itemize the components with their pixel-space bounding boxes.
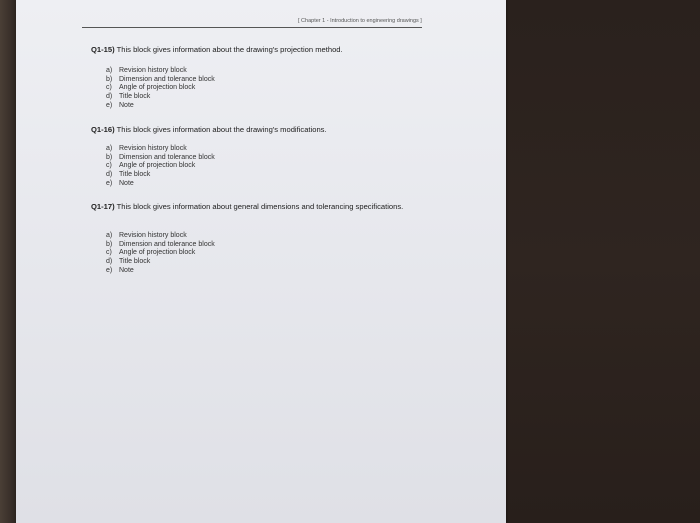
option-c: c) Angle of projection block	[106, 249, 196, 257]
options-q1-16	[106, 145, 215, 189]
desk-background	[505, 0, 700, 523]
option-e: e) Note	[106, 101, 134, 109]
question-q1-15	[91, 45, 431, 55]
option-c: c) Angle of projection block	[106, 84, 196, 92]
paper-sheet	[16, 0, 506, 523]
option-d: d) Title block	[106, 93, 151, 101]
question-q1-17	[91, 202, 431, 212]
option-d: d) Title block	[106, 258, 151, 266]
question-number: Q1-15)	[91, 45, 115, 54]
question-number: Q1-16)	[91, 125, 115, 134]
chapter-header: [ Chapter 1 - Introduction to engineering drawings ]	[298, 18, 422, 24]
option-c: c) Angle of projection block	[106, 162, 196, 170]
options-q1-17	[106, 232, 215, 276]
question-text: This block gives information about the drawing's modifications.	[116, 125, 327, 134]
option-b: b) Dimension and tolerance block	[106, 240, 215, 248]
option-e: e) Note	[106, 266, 134, 274]
question-q1-16	[91, 125, 431, 135]
option-e: e) Note	[106, 179, 134, 187]
header-rule	[82, 27, 422, 28]
options-q1-15	[106, 67, 215, 111]
option-a: a) Revision history block	[106, 145, 187, 152]
option-b: b) Dimension and tolerance block	[106, 153, 215, 161]
question-text: This block gives information about general dimensions and tolerancing specifications.	[116, 202, 404, 211]
question-number: Q1-17)	[91, 202, 115, 211]
option-a: a) Revision history block	[106, 232, 187, 239]
option-a: a) Revision history block	[106, 67, 187, 74]
option-b: b) Dimension and tolerance block	[106, 75, 215, 83]
question-text: This block gives information about the drawing's projection method.	[116, 45, 343, 54]
option-d: d) Title block	[106, 171, 151, 179]
